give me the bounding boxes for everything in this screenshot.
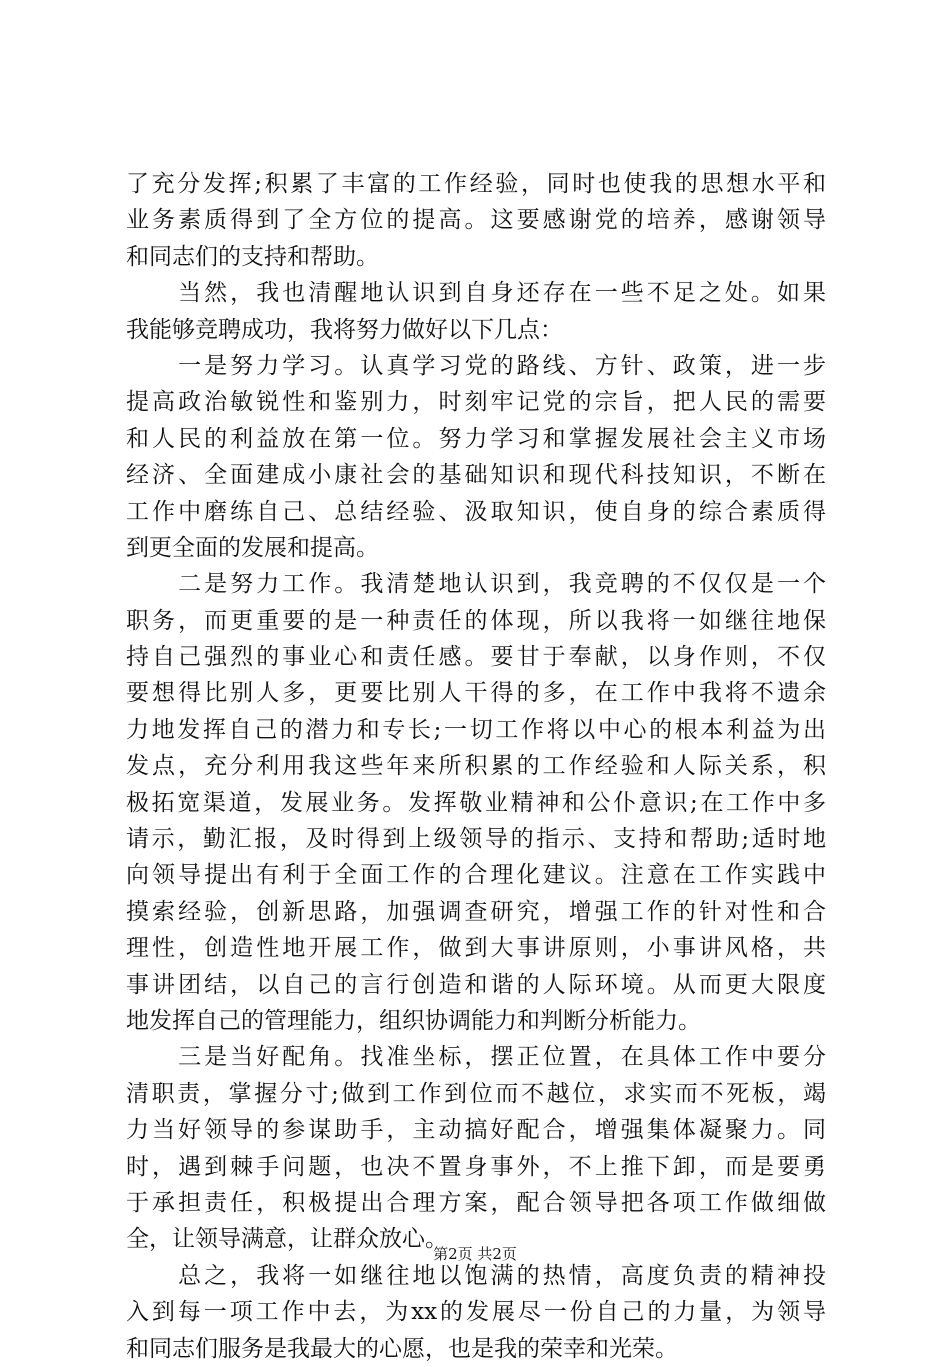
- text-line: 事讲团结，以自己的言行创造和谐的人际环境。从而更大限度: [126, 971, 826, 998]
- text-line: 职务，而更重要的是一种责任的体现，所以我将一如继往地保: [126, 607, 826, 634]
- text-line: 当然，我也清醒地认识到自身还存在一些不足之处。如果: [126, 280, 826, 307]
- text-line: 时，遇到棘手问题，也决不置身事外，不上推下卸，而是要勇: [126, 1153, 826, 1180]
- text-line: 一是努力学习。认真学习党的路线、方针、政策，进一步: [126, 352, 826, 379]
- page-number-label: 第2页 共2页: [433, 1245, 517, 1263]
- text-line: 理性，创造性地开展工作，做到大事讲原则，小事讲风格，共: [126, 935, 826, 962]
- text-line: 摸索经验，创新思路，加强调查研究，增强工作的针对性和合: [126, 898, 826, 925]
- text-line: 向领导提出有利于全面工作的合理化建议。注意在工作实践中: [126, 862, 826, 889]
- text-line: 力地发挥自己的潜力和专长;一切工作将以中心的根本利益为出: [126, 716, 826, 743]
- text-line: 极拓宽渠道，发展业务。发挥敬业精神和公仆意识;在工作中多: [126, 789, 826, 816]
- document-body: [126, 166, 826, 1367]
- text-line: 全，让领导满意，让群众放心。: [126, 1226, 448, 1253]
- text-line: 请示，勤汇报，及时得到上级领导的指示、支持和帮助;适时地: [126, 826, 826, 853]
- text-line: 工作中磨练自己、总结经验、汲取知识，使自身的综合素质得: [126, 498, 826, 525]
- text-line: 持自己强烈的事业心和责任感。要甘于奉献，以身作则，不仅: [126, 644, 826, 671]
- text-line: 三是当好配角。找准坐标，摆正位置，在具体工作中要分: [126, 1044, 826, 1071]
- text-line: 要想得比别人多，更要比别人干得的多，在工作中我将不遗余: [126, 680, 826, 707]
- text-line: 二是努力工作。我清楚地认识到，我竞聘的不仅仅是一个: [126, 571, 826, 598]
- text-line: 和同志们服务是我最大的心愿，也是我的荣幸和光荣。: [126, 1335, 678, 1362]
- text-line: 经济、全面建成小康社会的基础知识和现代科技知识，不断在: [126, 462, 826, 489]
- text-line: 业务素质得到了全方位的提高。这要感谢党的培养，感谢领导: [126, 207, 826, 234]
- text-line: 提高政治敏锐性和鉴别力，时刻牢记党的宗旨，把人民的需要: [126, 389, 826, 416]
- text-line: 了充分发挥;积累了丰富的工作经验，同时也使我的思想水平和: [126, 171, 826, 197]
- text-line: 清职责，掌握分寸;做到工作到位而不越位，求实而不死板，竭: [126, 1080, 826, 1107]
- text-line: 到更全面的发展和提高。: [126, 534, 379, 561]
- text-line: 地发挥自己的管理能力，组织协调能力和判断分析能力。: [126, 1007, 701, 1034]
- text-line: 和同志们的支持和帮助。: [126, 243, 379, 270]
- text-line: 力当好领导的参谋助手，主动搞好配合，增强集体凝聚力。同: [126, 1117, 826, 1144]
- text-line: 我能够竞聘成功，我将努力做好以下几点：: [126, 316, 563, 343]
- text-line: 入到每一项工作中去，为xx的发展尽一份自己的力量，为领导: [126, 1299, 826, 1326]
- text-line: 总之，我将一如继往地以饱满的热情，高度负责的精神投: [126, 1262, 826, 1289]
- text-line: 于承担责任，积极提出合理方案，配合领导把各项工作做细做: [126, 1189, 826, 1216]
- page-footer: [0, 1243, 950, 1264]
- text-line: 发点，充分利用我这些年来所积累的工作经验和人际关系，积: [126, 753, 826, 780]
- text-line: 和人民的利益放在第一位。努力学习和掌握发展社会主义市场: [126, 425, 826, 452]
